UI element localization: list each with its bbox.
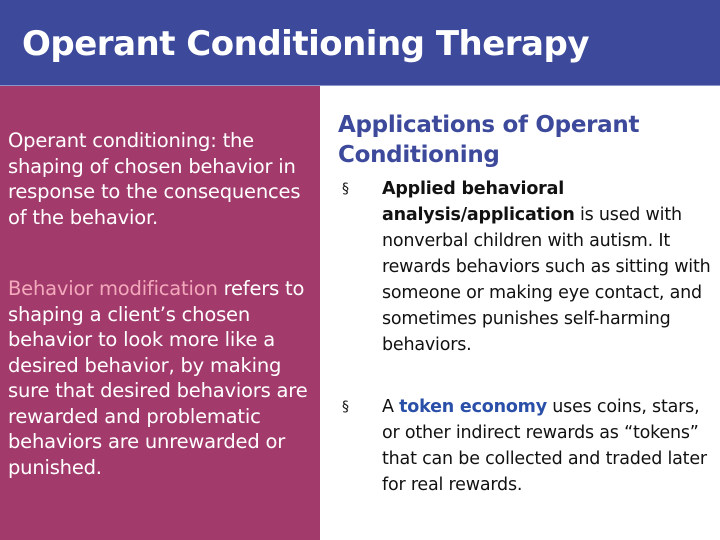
token-economy-term: token economy (399, 397, 547, 417)
token-economy-text: uses coins, stars, or other indirect rewards as “tokens” that can be collected and traded later for real rewards. (382, 397, 707, 495)
bullet-marker-icon: § (342, 181, 349, 197)
title-bar (0, 0, 720, 86)
definition-text: Operant conditioning: the shaping of chosen behavior in response to the consequences of the behavior. (8, 129, 301, 229)
bullet-applied-behavioral-analysis (342, 176, 714, 358)
applications-heading: Applications of Operant Conditioning (338, 112, 640, 168)
applied-behavioral-analysis-term: Applied behavioral analysis/application (382, 179, 575, 225)
slide-title: Operant Conditioning Therapy (22, 24, 589, 64)
bullet-marker-icon: § (342, 399, 349, 415)
bullet-token-economy (342, 394, 714, 498)
token-economy-prefix: A (382, 397, 400, 417)
applied-behavioral-analysis-text: is used with nonverbal children with autism. It rewards behaviors such as sitting with someone or making eye contact, and sometimes punishes self-harming behaviors. (382, 205, 711, 355)
behavior-modification-term: Behavior modification (8, 277, 218, 300)
behavior-modification-text: refers to shaping a client’s chosen behavior to look more like a desired behavior, by making sure that desired behaviors are rewarded and problematic behaviors are unrewarded or punished. (8, 277, 308, 479)
behavior-modification-paragraph (8, 276, 318, 480)
